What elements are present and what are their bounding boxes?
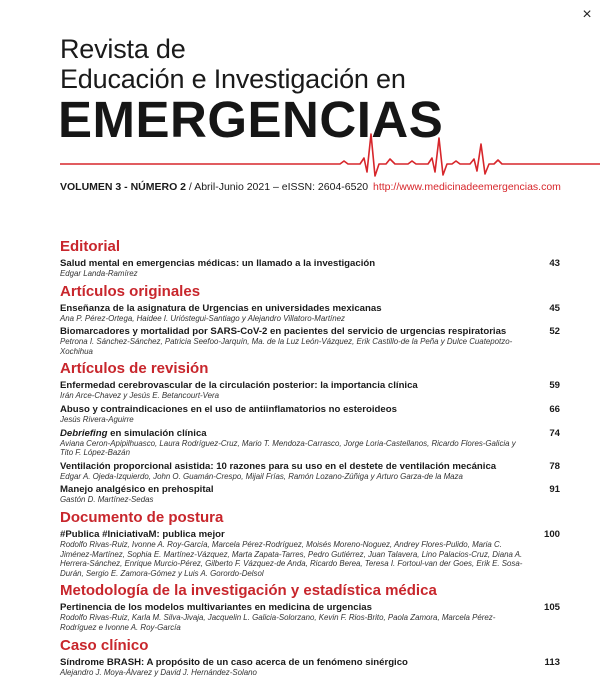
toc-section [60, 360, 560, 505]
section-title: Artículos de revisión [60, 360, 209, 378]
website-link[interactable]: http://www.medicinadeemergencias.com [373, 181, 561, 193]
article-title-text: Biomarcadores y mortalidad por SARS-CoV-2 en pacientes del servicio de urgencias respiratorias [60, 326, 507, 338]
toc-section [60, 509, 560, 578]
article-title [60, 657, 526, 668]
toc-section [60, 637, 560, 678]
masthead-line-2: Educación e Investigación en [60, 64, 406, 94]
article-entry[interactable] [60, 326, 560, 356]
article-title [60, 326, 526, 337]
article-authors: Rodolfo Rivas-Ruiz, Karla M. Silva-Jivaja, Jacquelin L. Galicia-Solorzano, Kevin F. Rios-Brito, Paola Zamora, Marcela Pérez-Rodríguez e Ivonne A. Roy-García [60, 613, 496, 632]
article-title-text: Salud mental en emergencias médicas: un llamado a la investigación [60, 258, 376, 269]
article-title-text: en simulación clínica [107, 427, 207, 439]
article-page-number: 66 [549, 403, 560, 415]
article-entry[interactable] [60, 602, 560, 632]
article-title [60, 303, 526, 314]
issue-info [60, 181, 368, 193]
article-entry[interactable] [60, 303, 560, 324]
article-authors: Aviana Ceron-Apipilhuasco, Laura Rodríguez-Cruz, Mario T. Mendoza-Carrasco, Jorge Loria-Castellanos, Ricardo Flores-Galicia y Tito F. López-Bazán [60, 438, 516, 458]
issue-volume: VOLUMEN 3 - NÚMERO 2 [60, 181, 187, 193]
article-title-text: Enfermedad cerebrovascular de la circulación posterior: la importancia clínica [60, 380, 418, 392]
masthead-title: EMERGENCIAS [58, 91, 444, 148]
article-authors: Ana P. Pérez-Ortega, Haidee I. Urióstegui-Santiago y Alejandro Villatoro-Martínez [60, 313, 345, 323]
close-icon[interactable]: × [582, 6, 592, 23]
article-title [60, 461, 526, 472]
masthead-line-1: Revista de [60, 34, 186, 64]
article-authors: Petrona I. Sánchez-Sánchez, Patricia Seefoo-Jarquín, Ma. de la Luz León-Vázquez, Erik Castillo-de la Peña y Dulce Cuatepotzo-Xochihua [60, 337, 513, 356]
article-title-text: Manejo analgésico en prehospital [60, 484, 214, 496]
article-title [60, 484, 526, 495]
section-title: Editorial [60, 238, 121, 255]
article-title [60, 404, 526, 415]
article-title-italic: Debriefing [60, 427, 108, 439]
article-title-text: Ventilación proporcional asistida: 10 razones para su uso en el destete de ventilación mecánica [60, 460, 497, 472]
article-page-number: 91 [549, 484, 560, 496]
article-title-text: #Publica #IniciativaM: publica mejor [60, 528, 225, 540]
article-title-text: Abuso y contraindicaciones en el uso de antiinflamatorios no esteroideos [60, 403, 397, 415]
article-page-number: 78 [549, 460, 560, 472]
article-title [60, 428, 526, 439]
section-title: Artículos originales [60, 282, 201, 300]
article-entry[interactable] [60, 657, 560, 678]
article-page-number: 113 [544, 656, 560, 668]
article-title-text: Pertinencia de los modelos multivariantes en medicina de urgencias [60, 602, 372, 614]
article-page-number: 45 [549, 302, 560, 314]
article-page-number: 105 [543, 602, 560, 614]
article-page-number: 59 [549, 380, 560, 392]
article-entry[interactable] [60, 428, 560, 458]
article-authors: Edgar Landa-Ramírez [60, 269, 138, 278]
article-title [60, 529, 526, 540]
section-title: Documento de postura [60, 508, 224, 526]
article-entry[interactable] [60, 404, 560, 425]
table-of-contents [60, 238, 560, 681]
article-authors: Irán Arce-Chavez y Jesús E. Betancourt-Vera [60, 391, 220, 401]
article-page-number: 52 [549, 326, 560, 338]
toc-section [60, 238, 560, 279]
article-page-number: 43 [549, 258, 560, 269]
article-authors: Gastón D. Martínez-Sedas [60, 495, 154, 505]
article-title [60, 602, 526, 613]
article-entry[interactable] [60, 380, 560, 401]
article-authors: Jesús Rivera-Aguirre [60, 414, 134, 424]
article-entry[interactable] [60, 461, 560, 482]
article-page-number: 100 [543, 528, 560, 540]
toc-section [60, 582, 560, 632]
toc-section [60, 283, 560, 357]
article-title [60, 380, 526, 391]
article-page-number: 74 [549, 427, 560, 439]
article-entry[interactable] [60, 484, 560, 505]
article-title [60, 258, 526, 269]
article-authors: Rodolfo Rivas-Ruiz, Ivonne A. Roy-García, Marcela Pérez-Rodríguez, Moisés Moreno-Noguez, Andrey Flores-Pulido, Maria C. Jiménez-Martínez, Sophia E. Martínez-Vázquez, Marta Zapata-Tarres, Pedro Gutiérrez, Juan Talavera, Lino Palacios-Cruz, Diana A. Herrera-Sánchez, Enrique Murcio-Pérez, Gilberto F. Vázquez-de Anda, Ricardo Berea, Teresa I. Fortoul-van der Goes, Erik E. Sosa-Durán, Sergio E. Zamora-Gómez y Luis A. Gorordo-Delsol [60, 539, 523, 578]
article-authors: Edgar A. Ojeda-Izquierdo, John O. Guamán-Crespo, Mijail Frías, Ramón Lozano-Zúñiga y Arturo Garza-de la Maza [60, 471, 463, 481]
article-authors: Alejandro J. Moya-Álvarez y David J. Hernández-Solano [60, 667, 257, 677]
article-entry[interactable] [60, 529, 560, 578]
article-entry[interactable] [60, 258, 560, 279]
section-title: Caso clínico [60, 636, 149, 654]
issue-details: / Abril-Junio 2021 – eISSN: 2604-6520 [186, 181, 369, 193]
article-title-text: Enseñanza de la asignatura de Urgencias en universidades mexicanas [60, 302, 382, 314]
article-title-text: Síndrome BRASH: A propósito de un caso acerca de un fenómeno sinérgico [60, 656, 408, 668]
section-title: Metodología de la investigación y estadística médica [60, 582, 437, 600]
ecg-heartbeat-icon [0, 128, 600, 178]
